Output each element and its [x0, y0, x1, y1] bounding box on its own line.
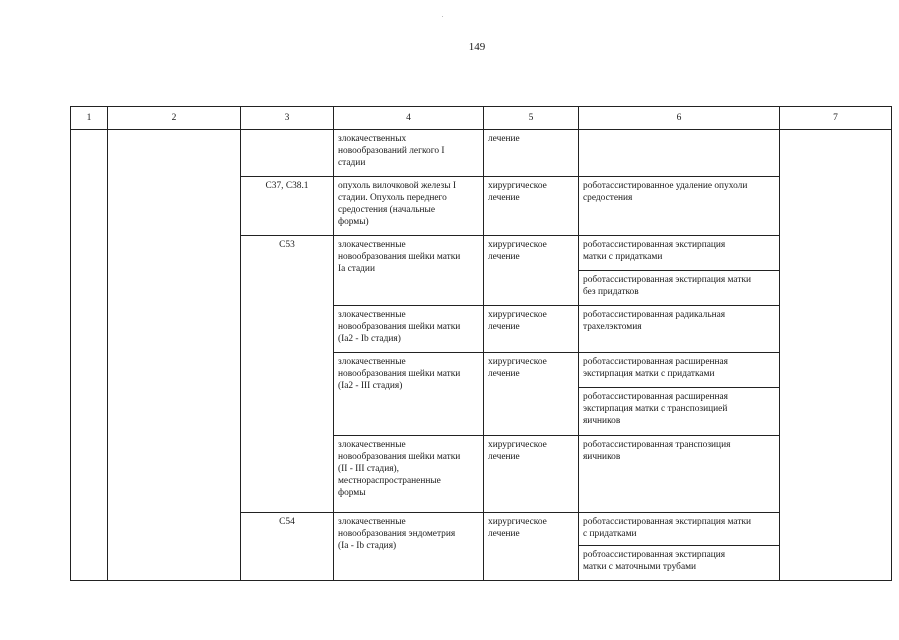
- disease-cell: злокачественные новообразования шейки матки Ia стадии: [334, 236, 484, 306]
- treatment-cell: хирургическое лечение: [484, 513, 579, 581]
- code-cell: C53: [241, 236, 334, 513]
- col-header: 6: [579, 107, 780, 130]
- code-cell: C37, C38.1: [241, 177, 334, 236]
- col-header: 2: [108, 107, 241, 130]
- disease-cell: злокачественные новообразования шейки матки (Ia2 - Ib стадия): [334, 306, 484, 353]
- page-number: 149: [468, 41, 486, 53]
- method-cell: роботассистированная экстирпация матки с придатками: [579, 236, 780, 271]
- col-header: 1: [71, 107, 108, 130]
- disease-cell: злокачественные новообразования шейки матки (Ia2 - III стадия): [334, 353, 484, 436]
- method-cell: робтоассистированная экстирпация матки с маточными трубами: [579, 546, 780, 581]
- disease-cell: злокачественные новообразования эндометрия (Ia - Ib стадия): [334, 513, 484, 581]
- method-cell: роботассистированная транспозиция яичников: [579, 436, 780, 513]
- treatment-cell: хирургическое лечение: [484, 436, 579, 513]
- method-cell: роботассистированная экстирпация матки с придатками: [579, 513, 780, 546]
- scan-mark: [442, 16, 443, 17]
- method-cell: роботассистированная расширенная экстирпация матки с придатками: [579, 353, 780, 388]
- code-cell: [241, 130, 334, 177]
- col-header: 7: [780, 107, 892, 130]
- disease-cell: опухоль вилочковой железы I стадии. Опухоль переднего средостения (начальные формы): [334, 177, 484, 236]
- header-row: [71, 107, 892, 130]
- treatment-cell: лечение: [484, 130, 579, 177]
- col-header: 3: [241, 107, 334, 130]
- treatment-cell: хирургическое лечение: [484, 177, 579, 236]
- method-cell: роботассистированная расширенная экстирпация матки с транспозицией яичников: [579, 388, 780, 436]
- col7-cell: [780, 130, 892, 581]
- treatment-cell: хирургическое лечение: [484, 353, 579, 436]
- method-cell: роботассистированная радикальная трахелэктомия: [579, 306, 780, 353]
- col-header: 5: [484, 107, 579, 130]
- col2-cell: [108, 130, 241, 581]
- method-cell: [579, 130, 780, 177]
- code-cell: C54: [241, 513, 334, 581]
- medical-table: [70, 106, 892, 581]
- col1-cell: [71, 130, 108, 581]
- method-cell: роботассистированная экстирпация матки без придатков: [579, 271, 780, 306]
- treatment-cell: хирургическое лечение: [484, 236, 579, 306]
- disease-cell: злокачественные новообразования шейки матки (II - III стадия), местнораспространенные формы: [334, 436, 484, 513]
- table-row: [71, 130, 892, 177]
- disease-cell: злокачественных новообразований легкого I стадии: [334, 130, 484, 177]
- method-cell: роботассистированное удаление опухоли средостения: [579, 177, 780, 236]
- treatment-cell: хирургическое лечение: [484, 306, 579, 353]
- col-header: 4: [334, 107, 484, 130]
